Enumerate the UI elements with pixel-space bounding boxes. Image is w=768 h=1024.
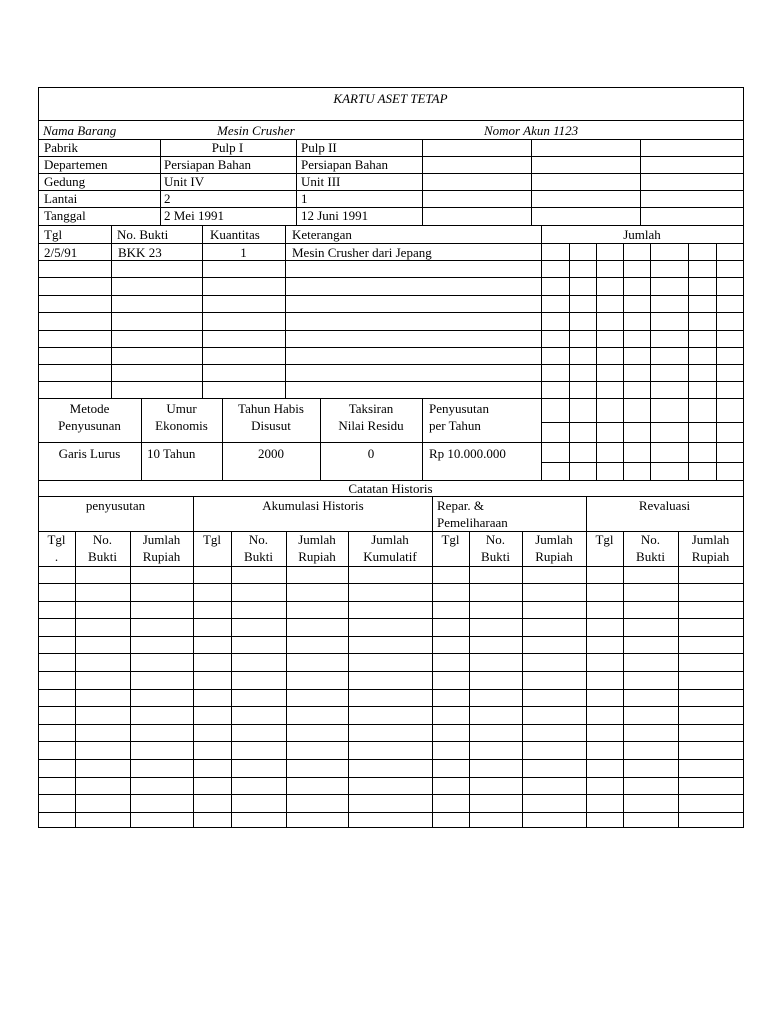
historis-col-header-0-0: Tgl <box>47 532 66 547</box>
historis-col-header-0-1: . <box>54 549 59 564</box>
info-value1-0: Pulp I <box>211 140 244 155</box>
trans-header-keterangan: Keterangan <box>292 227 352 242</box>
page-title: KARTU ASET TETAP <box>333 91 448 106</box>
grid-line-v <box>569 243 570 481</box>
grid-line-h <box>38 156 744 157</box>
historis-group-repar-1: Repar. & <box>437 498 484 513</box>
info-label-0: Pabrik <box>44 140 78 155</box>
info-value1-3: 2 <box>164 191 171 206</box>
grid-line-h <box>38 243 744 244</box>
depr-header-metode-1: Metode <box>69 401 110 416</box>
grid-line-v <box>422 398 423 481</box>
grid-line-h <box>38 277 744 278</box>
historis-col-header-4-1: Bukti <box>244 549 273 564</box>
historis-group-penyusutan: penyusutan <box>85 498 146 513</box>
grid-line-v <box>678 531 679 828</box>
historis-col-header-9-0: Jumlah <box>535 532 573 547</box>
grid-line-h <box>38 583 744 584</box>
historis-col-header-11-0: No. <box>640 532 661 547</box>
grid-line-v <box>348 531 349 828</box>
grid-line-h <box>38 618 744 619</box>
trans-header-kuantitas: Kuantitas <box>210 227 260 242</box>
depr-header-metode-2: Penyusunan <box>58 418 121 433</box>
grid-line-h <box>38 139 744 140</box>
depr-header-umur-2: Ekonomis <box>155 418 208 433</box>
historis-col-header-12-1: Rupiah <box>691 549 730 564</box>
trans-bukti: BKK 23 <box>118 245 162 260</box>
grid-line-h <box>38 777 744 778</box>
grid-line-v <box>650 243 651 481</box>
historis-col-header-6-0: Jumlah <box>371 532 409 547</box>
historis-col-header-7-0: Tgl <box>441 532 460 547</box>
info-label-2: Gedung <box>44 174 86 189</box>
grid-line-v <box>716 243 717 481</box>
info-value1-2: Unit IV <box>164 174 205 189</box>
grid-line-v <box>160 139 161 226</box>
depr-header-penyusutan-2: per Tahun <box>429 418 481 433</box>
historis-col-header-8-0: No. <box>485 532 506 547</box>
depr-header-tahun-1: Tahun Habis <box>238 401 304 416</box>
grid-line-h <box>38 207 744 208</box>
grid-line-v <box>75 531 76 828</box>
info-label-1: Departemen <box>44 157 108 172</box>
historis-title: Catatan Historis <box>348 481 433 496</box>
grid-line-h <box>38 636 744 637</box>
historis-col-header-5-1: Rupiah <box>298 549 336 564</box>
grid-line-h <box>38 724 744 725</box>
grid-line-v <box>285 225 286 399</box>
grid-line-v <box>130 531 131 828</box>
info-value2-3: 1 <box>301 191 308 206</box>
grid-line-h <box>38 381 744 382</box>
grid-line-v <box>623 531 624 828</box>
historis-col-header-4-0: No. <box>248 532 269 547</box>
grid-line-h <box>38 295 744 296</box>
grid-line-h <box>38 812 744 813</box>
info-value2-2: Unit III <box>301 174 341 189</box>
frame-top <box>38 87 744 88</box>
trans-tgl: 2/5/91 <box>44 245 78 260</box>
depr-value-metode: Garis Lurus <box>58 446 121 461</box>
historis-group-revaluasi: Revaluasi <box>638 498 691 513</box>
grid-line-h <box>38 653 744 654</box>
historis-col-header-12-0: Jumlah <box>691 532 730 547</box>
depr-header-penyusutan-1: Penyusutan <box>429 401 489 416</box>
grid-line-h <box>38 442 542 443</box>
grid-line-h <box>38 260 744 261</box>
historis-group-repar-2: Pemeliharaan <box>437 515 508 530</box>
grid-line-v <box>596 243 597 481</box>
trans-header-jumlah: Jumlah <box>623 227 661 242</box>
historis-group-akumulasi: Akumulasi Historis <box>262 498 364 513</box>
frame-right <box>743 87 744 828</box>
grid-line-h <box>38 225 744 226</box>
grid-line-h <box>38 759 744 760</box>
grid-line-v <box>296 139 297 226</box>
historis-col-header-9-1: Rupiah <box>535 549 573 564</box>
historis-col-header-6-1: Kumulatif <box>363 549 417 564</box>
grid-line-v <box>111 225 112 399</box>
trans-header-bukti: No. Bukti <box>117 227 169 242</box>
nama-barang-value: Mesin Crusher <box>217 123 295 138</box>
grid-line-h <box>541 422 744 423</box>
grid-line-v <box>522 531 523 828</box>
historis-col-header-2-1: Rupiah <box>142 549 181 564</box>
grid-line-h <box>38 364 744 365</box>
grid-line-h <box>38 601 744 602</box>
depr-header-umur-1: Umur <box>166 401 197 416</box>
info-label-3: Lantai <box>44 191 78 206</box>
grid-line-h <box>38 794 744 795</box>
grid-line-h <box>38 398 744 399</box>
historis-col-header-1-1: Bukti <box>88 549 117 564</box>
grid-line-v <box>286 531 287 828</box>
info-label-4: Tanggal <box>44 208 86 223</box>
historis-col-header-11-1: Bukti <box>636 549 665 564</box>
info-value2-1: Persiapan Bahan <box>301 157 389 172</box>
info-value2-0: Pulp II <box>301 140 337 155</box>
grid-line-v <box>640 139 641 226</box>
grid-line-v <box>202 225 203 399</box>
grid-line-h <box>38 330 744 331</box>
grid-line-v <box>469 531 470 828</box>
info-value1-4: 2 Mei 1991 <box>164 208 224 223</box>
depr-header-taksiran-2: Nilai Residu <box>338 418 404 433</box>
grid-line-h <box>541 462 744 463</box>
historis-col-header-3-0: Tgl <box>202 532 222 547</box>
historis-col-header-10-0: Tgl <box>595 532 614 547</box>
grid-line-h <box>38 312 744 313</box>
historis-col-header-5-0: Jumlah <box>298 532 336 547</box>
trans-header-tgl: Tgl <box>44 227 63 242</box>
grid-line-v <box>623 243 624 481</box>
depr-header-taksiran-1: Taksiran <box>348 401 394 416</box>
historis-col-header-8-1: Bukti <box>481 549 510 564</box>
historis-col-header-1-0: No. <box>92 532 113 547</box>
info-value1-1: Persiapan Bahan <box>164 157 252 172</box>
depr-value-penyusutan: Rp 10.000.000 <box>429 446 506 461</box>
grid-line-h <box>38 741 744 742</box>
nomor-akun: Nomor Akun 1123 <box>484 123 579 138</box>
historis-col-header-2-0: Jumlah <box>142 532 181 547</box>
trans-keterangan: Mesin Crusher dari Jepang <box>292 245 432 260</box>
depr-header-tahun-2: Disusut <box>251 418 291 433</box>
grid-line-v <box>422 139 423 226</box>
grid-line-h <box>541 442 744 443</box>
grid-line-h <box>38 347 744 348</box>
grid-line-v <box>688 243 689 481</box>
info-value2-4: 12 Juni 1991 <box>301 208 369 223</box>
nama-barang-label: Nama Barang <box>43 123 117 138</box>
grid-line-h <box>38 689 744 690</box>
depr-value-tahun: 2000 <box>258 446 284 461</box>
grid-line-h <box>38 173 744 174</box>
grid-line-h <box>38 496 744 497</box>
depr-value-taksiran: 0 <box>367 446 375 461</box>
grid-line-h <box>38 706 744 707</box>
grid-line-h <box>38 671 744 672</box>
frame-bottom <box>38 827 744 828</box>
grid-line-h <box>38 566 744 567</box>
grid-line-h <box>38 120 744 121</box>
grid-line-h <box>38 190 744 191</box>
grid-line-v <box>231 531 232 828</box>
trans-kuantitas: 1 <box>240 245 247 260</box>
grid-line-v <box>531 139 532 226</box>
depr-value-umur: 10 Tahun <box>147 446 196 461</box>
